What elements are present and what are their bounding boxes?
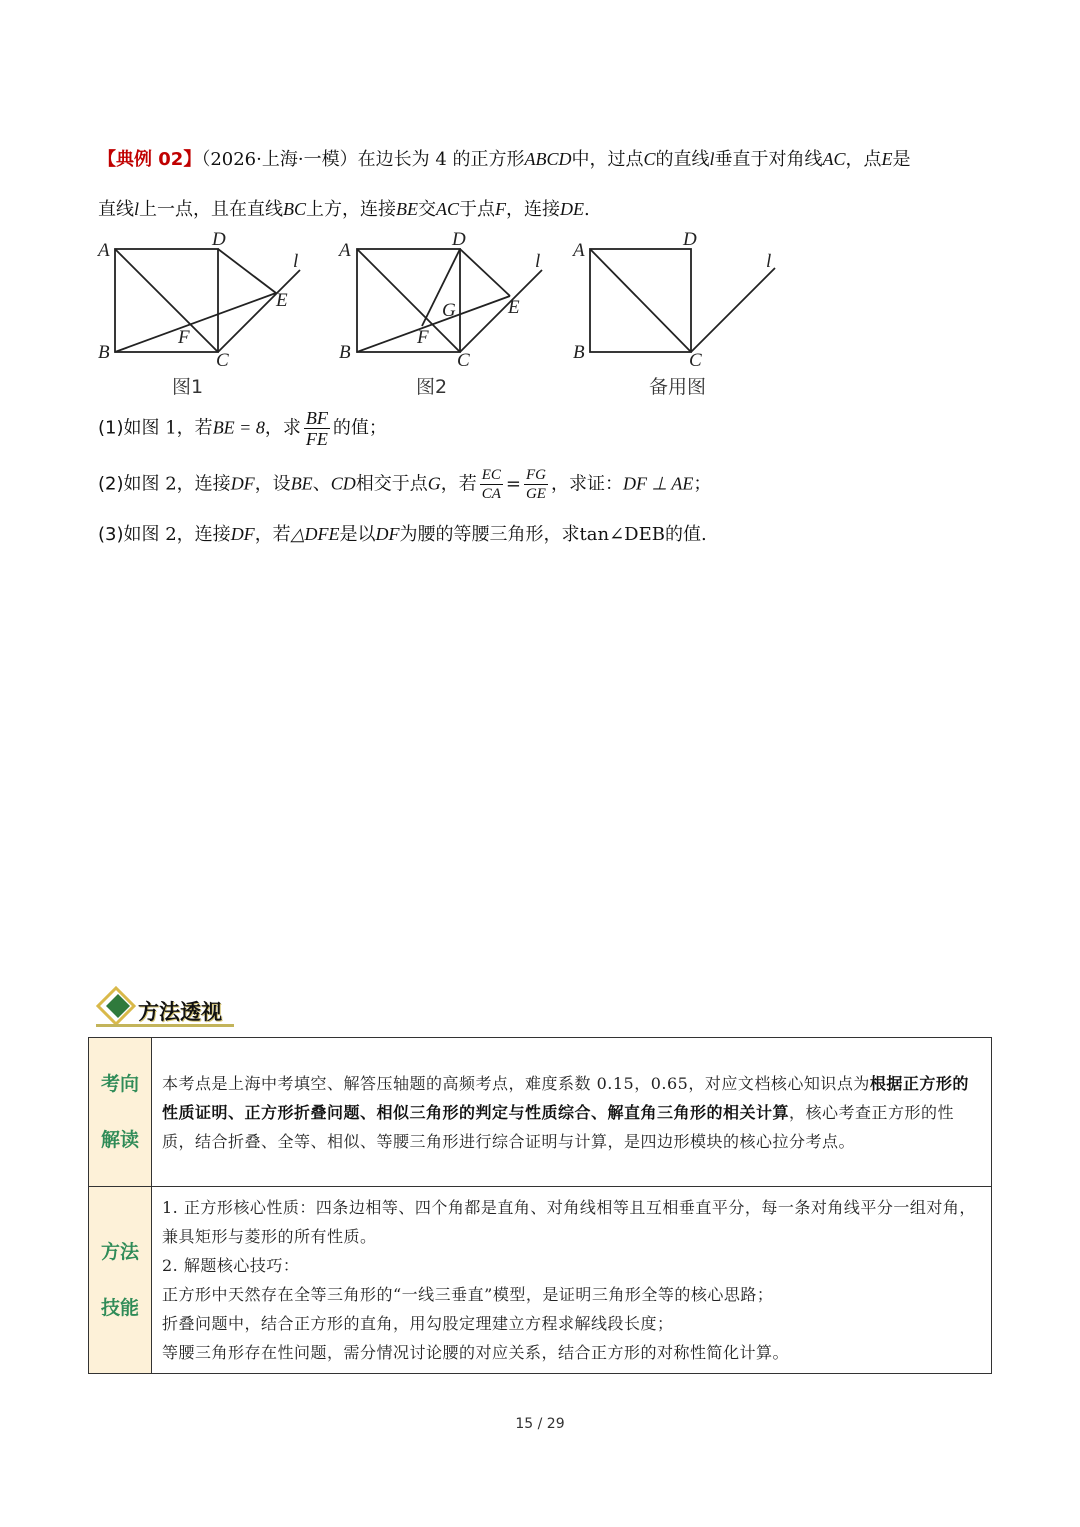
question-number: (3)	[98, 524, 124, 545]
row-label	[89, 1038, 152, 1187]
table-row	[89, 1038, 992, 1187]
fraction-fg-ge	[524, 466, 548, 503]
math-segment: BE	[290, 473, 313, 494]
math-line: l	[709, 149, 715, 169]
row-label-line: 技能	[100, 1297, 139, 1319]
fraction-ec-ca	[480, 466, 503, 503]
label-e: E	[508, 297, 520, 318]
line-l	[218, 270, 300, 352]
label-l: l	[535, 251, 541, 272]
numerator: EC	[481, 467, 501, 483]
row-label-line: 解读	[100, 1129, 139, 1151]
denominator: FE	[305, 429, 328, 449]
diamond-icon	[96, 986, 140, 1026]
label-a: A	[573, 240, 585, 261]
label-g: G	[442, 300, 456, 321]
math-expression: DF ⊥ AE	[622, 473, 694, 494]
question-text: ，求	[264, 417, 301, 439]
question-text: 的值.	[664, 524, 707, 545]
question-number: (2)	[98, 473, 124, 495]
line-l	[460, 270, 542, 352]
numerator: BF	[305, 408, 328, 428]
method-table	[88, 1037, 992, 1374]
label-b: B	[98, 342, 110, 363]
math-segment: DF	[230, 524, 255, 544]
equals-sign: =	[505, 473, 521, 495]
stem-text: 的直线	[655, 149, 710, 170]
segment-de	[460, 249, 510, 296]
row-content	[152, 1187, 992, 1374]
label-c: C	[689, 350, 702, 371]
content-line: 等腰三角形存在性问题，需分情况讨论腰的对应关系，结合正方形的对称性简化计算。	[162, 1343, 790, 1362]
segment-de	[218, 249, 276, 293]
question-text: 如图 1，若	[123, 417, 213, 439]
figures-row	[90, 225, 790, 405]
label-d: D	[683, 229, 697, 250]
math-segment: AC	[822, 149, 846, 169]
math-segment: DF	[375, 524, 400, 544]
content-bold-text: 根据正方形的性质证明、正方形折叠问题、相似三角形的判定与性质综合、解直角三角形的相关计算	[162, 1073, 969, 1122]
question-text: ，求证：	[550, 473, 623, 495]
label-e: E	[276, 290, 288, 311]
label-f: F	[178, 327, 190, 348]
stem-text: 交	[418, 199, 437, 220]
line-l	[691, 268, 775, 352]
math-segment: CD	[330, 473, 356, 494]
label-l: l	[766, 251, 772, 272]
stem-text: ，点	[845, 149, 882, 170]
problem-statement-line2	[98, 195, 998, 224]
geometry-figures	[90, 225, 790, 405]
math-segment: BC	[283, 199, 307, 219]
label-d: D	[452, 229, 466, 250]
math-line: l	[134, 199, 140, 219]
stem-text: 是	[892, 149, 911, 170]
heading-underline	[96, 1024, 234, 1027]
math-segment: DF	[230, 473, 255, 494]
stem-text: 于点	[459, 199, 496, 220]
question-text: ；	[693, 473, 712, 495]
problem-source: （2026·上海·一模）	[201, 149, 358, 170]
table-row	[89, 1187, 992, 1374]
question-text: 如图 2，连接	[123, 473, 231, 495]
figure-3	[590, 249, 775, 352]
segment-be	[115, 293, 276, 352]
label-c: C	[216, 350, 229, 371]
question-text: ，设	[254, 473, 291, 495]
stem-text: .	[584, 199, 590, 220]
math-square: ABCD	[524, 149, 572, 169]
math-point: C	[643, 149, 656, 169]
stem-text: 上一点，且在直线	[139, 199, 284, 220]
question-1	[98, 408, 998, 449]
figure-1	[115, 249, 300, 352]
question-number: (1)	[98, 417, 124, 439]
stem-text: ，连接	[506, 199, 561, 220]
figure-caption: 图2	[416, 376, 448, 398]
math-triangle: △DFE	[290, 524, 340, 544]
figure-caption: 备用图	[649, 376, 707, 398]
denominator: CA	[481, 486, 501, 502]
content-line: 折叠问题中，结合正方形的直角，用勾股定理建立方程求解线段长度；	[162, 1314, 674, 1333]
row-content	[152, 1038, 992, 1187]
math-segment: DE	[560, 199, 585, 219]
question-text: 为腰的等腰三角形，求	[399, 524, 580, 545]
example-tag: 【典例 02】	[98, 149, 202, 170]
label-l: l	[293, 251, 299, 272]
label-c: C	[457, 350, 470, 371]
question-text: 的值；	[332, 417, 387, 439]
content-line: 正方形中天然存在全等三角形的“一线三垂直”模型，是证明三角形全等的核心思路；	[162, 1285, 774, 1304]
content-line: 2. 解题核心技巧：	[162, 1256, 300, 1275]
problem-statement	[98, 145, 998, 174]
label-a: A	[98, 240, 110, 261]
stem-text: 直线	[98, 199, 134, 220]
row-label-line: 方法	[100, 1241, 139, 1263]
label-b: B	[339, 342, 351, 363]
question-text: 是以	[339, 524, 376, 545]
math-point: G	[427, 473, 441, 494]
content-text: ，核心考查正方形的性质，结合折叠、全等、相似、等腰三角形进行综合证明与计算，是四边形模块的核心拉分考点。	[162, 1102, 955, 1151]
label-f: F	[417, 327, 429, 348]
question-text: ，若	[254, 524, 291, 545]
question-text: 相交于点	[355, 473, 428, 495]
math-expression: tan∠DEB	[579, 524, 665, 545]
stem-text: 垂直于对角线	[714, 149, 823, 170]
math-point: E	[881, 149, 893, 169]
content-text: 本考点是上海中考填空、解答压轴题的高频考点，难度系数 0.15，0.65，对应文档核心知识点为	[162, 1073, 870, 1093]
diagonal-ac	[115, 249, 218, 352]
page-number: 15 / 29	[515, 1416, 565, 1432]
math-segment: AC	[436, 199, 460, 219]
stem-text: 中，过点	[571, 149, 644, 170]
fraction-bf-fe	[304, 408, 330, 449]
stem-text: 上方，连接	[306, 199, 397, 220]
diagonal-ac	[590, 249, 691, 352]
numerator: FG	[525, 467, 546, 483]
method-section-title	[96, 986, 396, 1028]
row-label	[89, 1187, 152, 1374]
question-2	[98, 466, 998, 503]
question-text: 、	[312, 473, 331, 495]
label-d: D	[212, 229, 226, 250]
question-text: 如图 2，连接	[123, 524, 231, 545]
denominator: GE	[525, 486, 546, 502]
math-point: F	[495, 199, 507, 219]
row-label-line: 考向	[100, 1073, 139, 1095]
label-a: A	[339, 240, 351, 261]
question-text: ，若	[440, 473, 477, 495]
math-segment: BE	[396, 199, 419, 219]
stem-text: 在边长为 4 的正方形	[357, 149, 525, 170]
section-heading: 方法透视	[138, 1000, 222, 1024]
question-3	[98, 520, 998, 549]
content-line: 1. 正方形核心性质：四条边相等、四个角都是直角、对角线相等且互相垂直平分，每一条对角线平分一组对角，兼具矩形与菱形的所有性质。	[162, 1198, 976, 1246]
math-expression: BE = 8	[212, 417, 265, 438]
figure-caption: 图1	[172, 376, 204, 398]
label-b: B	[573, 342, 585, 363]
